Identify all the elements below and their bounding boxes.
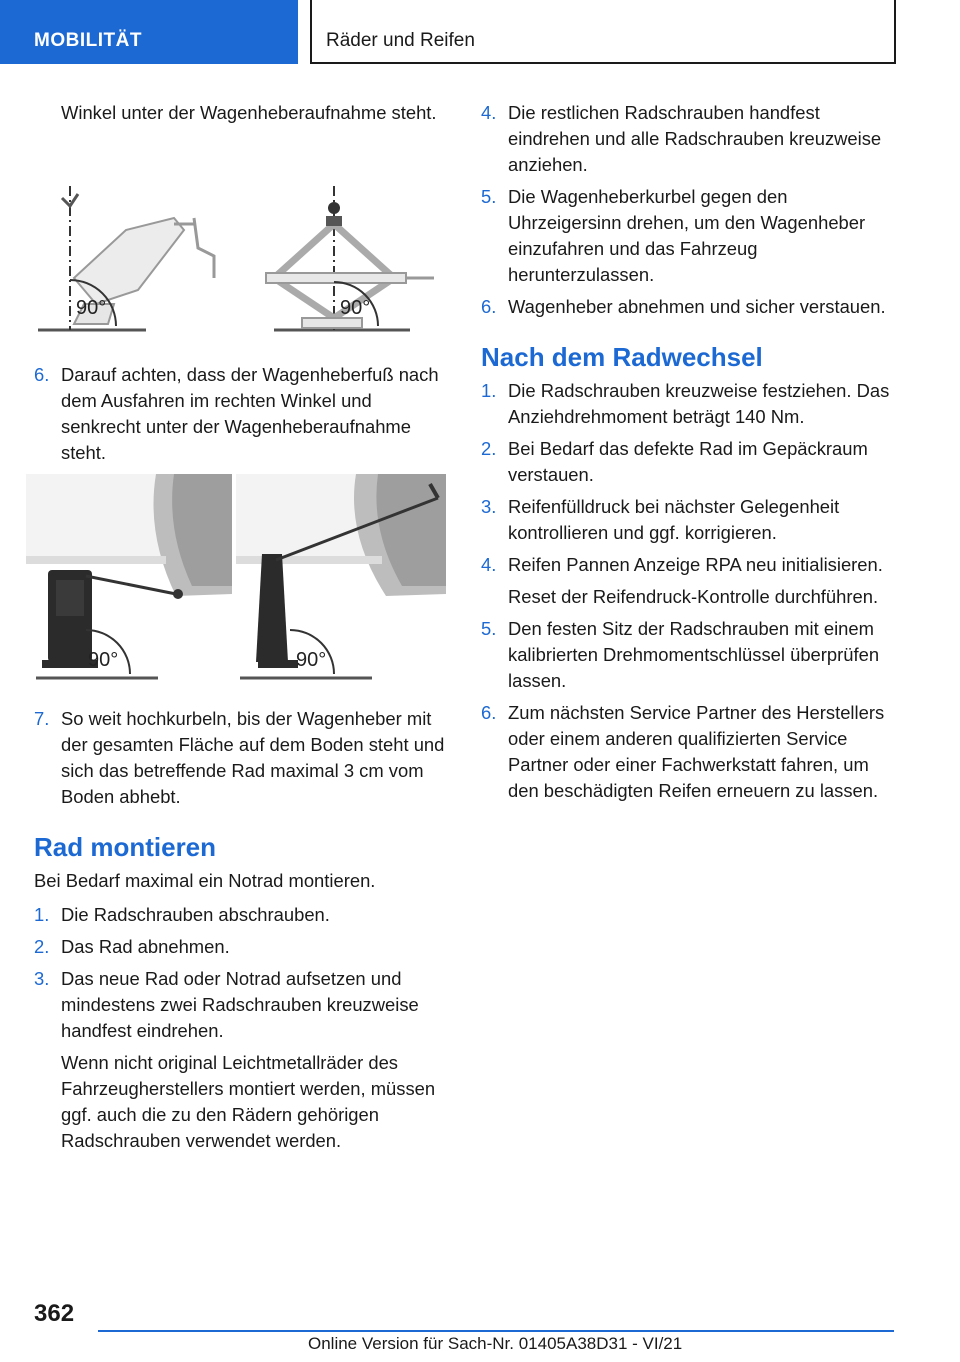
list-item xyxy=(481,700,901,804)
list-item xyxy=(34,902,454,928)
step-text: Wagenheber abnehmen und sicher verstauen. xyxy=(508,296,886,317)
step-number: 4. xyxy=(481,554,497,575)
list-item xyxy=(481,436,901,488)
step-text: Das neue Rad oder Notrad aufsetzen und mindestens zwei Radschrauben kreuzweise handfest eindrehen. xyxy=(61,968,419,1041)
step-note: Wenn nicht original Leichtmetallräder des Fahrzeugherstellers montiert werden, müssen ggf. auch die zu den Rädern gehörigen Radschrauben verwendet werden. xyxy=(61,1052,436,1151)
angle-label: 90° xyxy=(340,297,371,319)
angle-label: 90° xyxy=(88,649,119,671)
step-text: Die restlichen Radschrauben handfest eindrehen und alle Radschrauben kreuzweise anziehen. xyxy=(508,102,882,175)
angle-label: 90° xyxy=(76,297,107,319)
step-number: 6. xyxy=(481,296,497,317)
page-number: 362 xyxy=(34,1300,75,1327)
footer-version: Online Version für Sach-Nr. 01405A38D31 - VI/21 xyxy=(308,1334,683,1353)
list-item xyxy=(481,378,901,430)
lead-text: Bei Bedarf maximal ein Notrad montieren. xyxy=(34,870,376,891)
step-number: 6. xyxy=(481,702,497,723)
step-text: Die Wagenheberkurbel gegen den Uhrzeigersinn drehen, um den Wagenheber einzufahren und das Fahrzeug herunterzulassen. xyxy=(508,186,866,285)
list-item xyxy=(34,934,454,960)
step-text: Darauf achten, dass der Wagenheberfuß nach dem Ausfahren im rechten Winkel und senkrecht unter der Wagenheberaufnahme steht. xyxy=(61,364,439,463)
list-item xyxy=(481,184,901,288)
step-text: Die Radschrauben abschrauben. xyxy=(61,904,330,925)
list-item xyxy=(481,294,901,320)
step-number: 3. xyxy=(34,968,50,989)
step-note: Reset der Reifendruck-Kontrolle durchführen. xyxy=(508,586,879,607)
step-number: 1. xyxy=(34,904,50,925)
section-heading: Nach dem Radwechsel xyxy=(481,342,763,372)
section-title: Räder und Reifen xyxy=(310,0,896,64)
step-text: Das Rad abnehmen. xyxy=(61,936,230,957)
step-number: 2. xyxy=(34,936,50,957)
list-item xyxy=(481,494,901,546)
step-number: 5. xyxy=(481,618,497,639)
step-number: 6. xyxy=(34,364,50,385)
list-item xyxy=(481,616,901,694)
step-number: 3. xyxy=(481,496,497,517)
list-item xyxy=(481,552,901,610)
step-number: 2. xyxy=(481,438,497,459)
step-number: 4. xyxy=(481,102,497,123)
step-text: Zum nächsten Service Partner des Herstellers oder einem anderen qualifizierten Service Partner oder einer Fachwerkstatt fahren, um den beschädigten Reifen erneuern zu lassen. xyxy=(508,702,885,801)
step-number: 7. xyxy=(34,708,50,729)
right-column xyxy=(481,100,901,810)
step-number: 5. xyxy=(481,186,497,207)
intro-text: Winkel unter der Wagenheberaufnahme steht. xyxy=(61,102,437,123)
step-text: Reifenfülldruck bei nächster Gelegenheit kontrollieren und ggf. korrigieren. xyxy=(508,496,840,543)
jack-under-vehicle-photo xyxy=(26,474,446,684)
step-text: Den festen Sitz der Radschrauben mit einem kalibrierten Drehmomentschlüssel überprüfen lassen. xyxy=(508,618,880,691)
section-heading: Rad montieren xyxy=(34,832,217,862)
list-item xyxy=(34,362,454,466)
step-text: So weit hochkurbeln, bis der Wagenheber mit der gesamten Fläche auf dem Boden steht und sich das betreffende Rad maximal 3 cm vom Boden abhebt. xyxy=(61,708,445,807)
step-text: Reifen Pannen Anzeige RPA neu initialisieren. xyxy=(508,554,883,575)
list-item xyxy=(34,966,454,1154)
left-column xyxy=(34,100,454,1160)
step-text: Die Radschrauben kreuzweise festziehen. Das Anziehdrehmoment beträgt 140 Nm. xyxy=(508,380,890,427)
step-text: Bei Bedarf das defekte Rad im Gepäckraum verstauen. xyxy=(508,438,868,485)
angle-label: 90° xyxy=(296,649,327,671)
list-item xyxy=(34,706,454,810)
list-item xyxy=(481,100,901,178)
jack-angle-illustration xyxy=(34,178,454,338)
step-number: 1. xyxy=(481,380,497,401)
footer-divider xyxy=(98,1330,894,1332)
chapter-tab: MOBILITÄT xyxy=(0,0,298,64)
